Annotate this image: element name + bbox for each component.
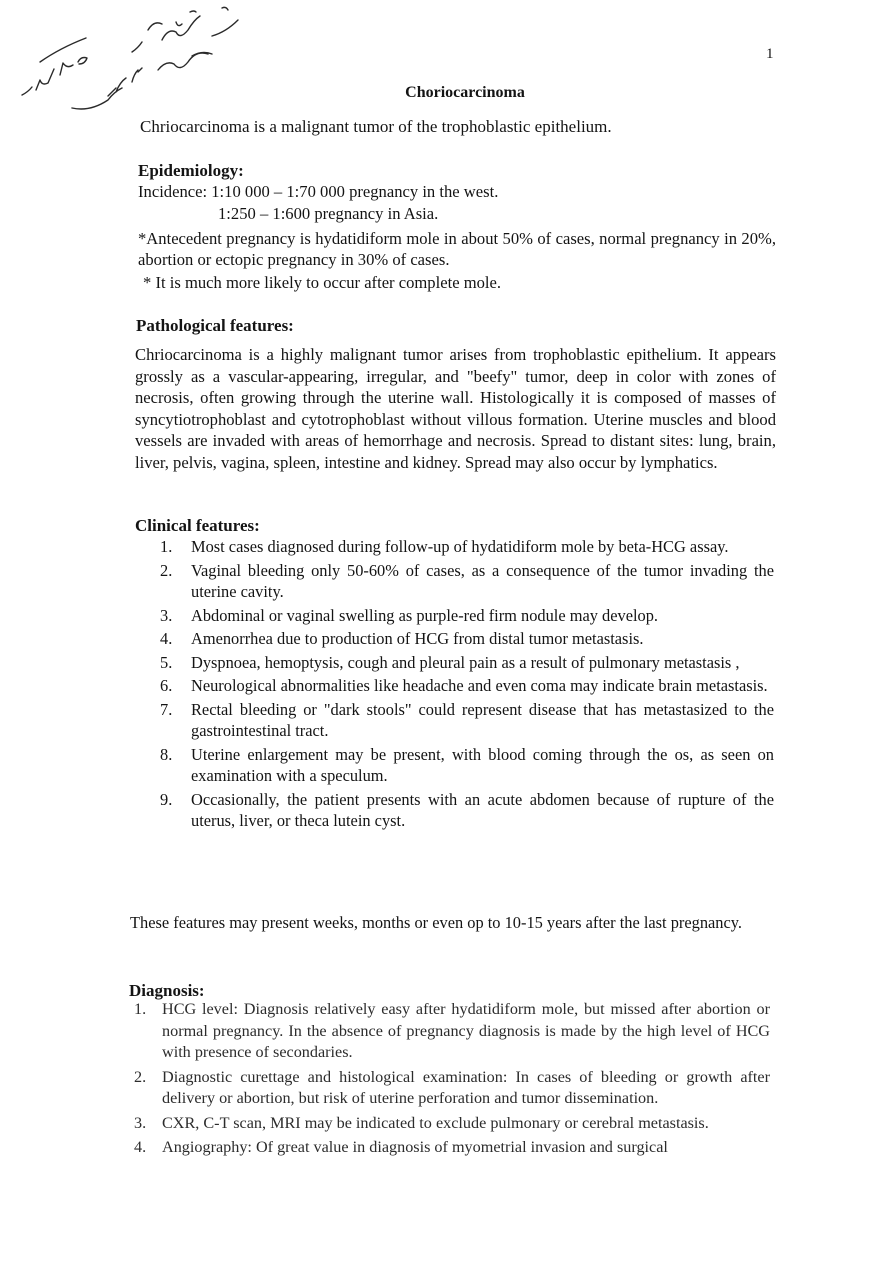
list-number: 1. — [134, 1000, 147, 1018]
list-text: CXR, C-T scan, MRI may be indicated to exclude pulmonary or cerebral metastasis. — [162, 1113, 709, 1132]
handwritten-signature — [12, 0, 252, 120]
epidemiology-heading: Epidemiology: — [138, 161, 244, 180]
list-number: 2. — [134, 1067, 147, 1086]
list-number: 3. — [134, 1113, 147, 1132]
list-number: 2. — [160, 560, 173, 580]
list-item — [160, 605, 774, 627]
list-number: 1. — [160, 537, 173, 556]
list-text: Rectal bleeding or "dark stools" could represent disease that has metastasized to the gastrointestinal tract. — [191, 699, 774, 740]
list-item — [134, 1137, 770, 1159]
epidemiology-antecedent-line: *Antecedent pregnancy is hydatidiform mole in about 50% of cases, normal pregnancy in 20%, abortion or ectopic pregnancy in 30% of cases. — [138, 229, 776, 269]
list-number: 4. — [134, 1138, 147, 1156]
list-item — [160, 699, 774, 742]
list-item — [160, 789, 774, 832]
list-number: 7. — [160, 699, 173, 719]
list-text: Neurological abnormalities like headache and even coma may indicate brain metastasis. — [191, 676, 768, 695]
epidemiology-complete-mole-line: * It is much more likely to occur after complete mole. — [143, 273, 502, 292]
pathological-heading: Pathological features: — [136, 316, 294, 335]
list-text: Most cases diagnosed during follow-up of hydatidiform mole by beta-HCG assay. — [191, 537, 729, 556]
page-number: 1 — [766, 46, 774, 62]
pathological-paragraph: Chriocarcinoma is a highly malignant tumor arises from trophoblastic epithelium. It appears grossly as a vascular-appearing, irregular, and "beefy" tumor, deep in color with zones of necrosis, often growing through the uterine wall. Histologically it is composed of masses of syncytiotrophoblast and cytotrophoblast without villous formation. Uterine muscles and blood vessels are invaded with areas of hemorrhage and necrosis. Spread to distant sites: lung, brain, liver, pelvis, vagina, spleen, intestine and kidney. Spread may also occur by lymphatics. — [135, 345, 776, 472]
list-number: 4. — [160, 629, 173, 648]
list-text: Abdominal or vaginal swelling as purple-red firm nodule may develop. — [191, 605, 659, 625]
list-text: Uterine enlargement may be present, with blood coming through the os, as seen on examination with a speculum. — [191, 744, 774, 785]
list-number: 5. — [160, 652, 173, 672]
intro-paragraph: Chriocarcinoma is a malignant tumor of the trophoblastic epithelium. — [140, 117, 612, 136]
list-item — [160, 675, 774, 697]
list-number: 6. — [160, 676, 173, 695]
list-text: HCG level: Diagnosis relatively easy after hydatidiform mole, but missed after abortion or normal pregnancy. In the absence of pregnancy diagnosis is made by the high level of HCG with presence of secondaries. — [162, 1000, 770, 1061]
list-text: Occasionally, the patient presents with an acute abdomen because of rupture of the uterus, liver, or theca lutein cyst. — [191, 789, 774, 830]
list-item — [160, 536, 774, 558]
list-text: Angiography: Of great value in diagnosis of myometrial invasion and surgical — [162, 1138, 668, 1156]
list-number: 3. — [160, 605, 173, 625]
list-text: Dyspnoea, hemoptysis, cough and pleural pain as a result of pulmonary metastasis , — [191, 652, 740, 672]
list-number: 8. — [160, 744, 173, 764]
epidemiology-incidence-line: Incidence: 1:10 000 – 1:70 000 pregnancy in the west. — [138, 182, 499, 201]
list-item — [160, 744, 774, 787]
list-text: Amenorrhea due to production of HCG from distal tumor metastasis. — [191, 629, 644, 648]
list-item — [160, 628, 774, 650]
diagnosis-list — [134, 999, 770, 1162]
features-timing-paragraph: These features may present weeks, months or even op to 10-15 years after the last pregnancy. — [130, 913, 742, 932]
list-item — [134, 999, 770, 1064]
clinical-heading: Clinical features: — [135, 516, 260, 535]
diagnosis-heading: Diagnosis: — [129, 981, 205, 1000]
list-item — [160, 560, 774, 603]
epidemiology-asia-line: 1:250 – 1:600 pregnancy in Asia. — [218, 204, 439, 223]
list-number: 9. — [160, 789, 173, 809]
list-item — [134, 1113, 770, 1135]
list-item — [160, 652, 774, 674]
page-title: Choriocarcinoma — [405, 84, 525, 101]
list-text: Diagnostic curettage and histological examination: In cases of bleeding or growth after delivery or abortion, but risk of uterine perforation and tumor dissemination. — [162, 1067, 770, 1107]
clinical-features-list — [160, 536, 774, 834]
list-text: Vaginal bleeding only 50-60% of cases, as a consequence of the tumor invading the uterine cavity. — [191, 560, 774, 601]
list-item — [134, 1067, 770, 1110]
